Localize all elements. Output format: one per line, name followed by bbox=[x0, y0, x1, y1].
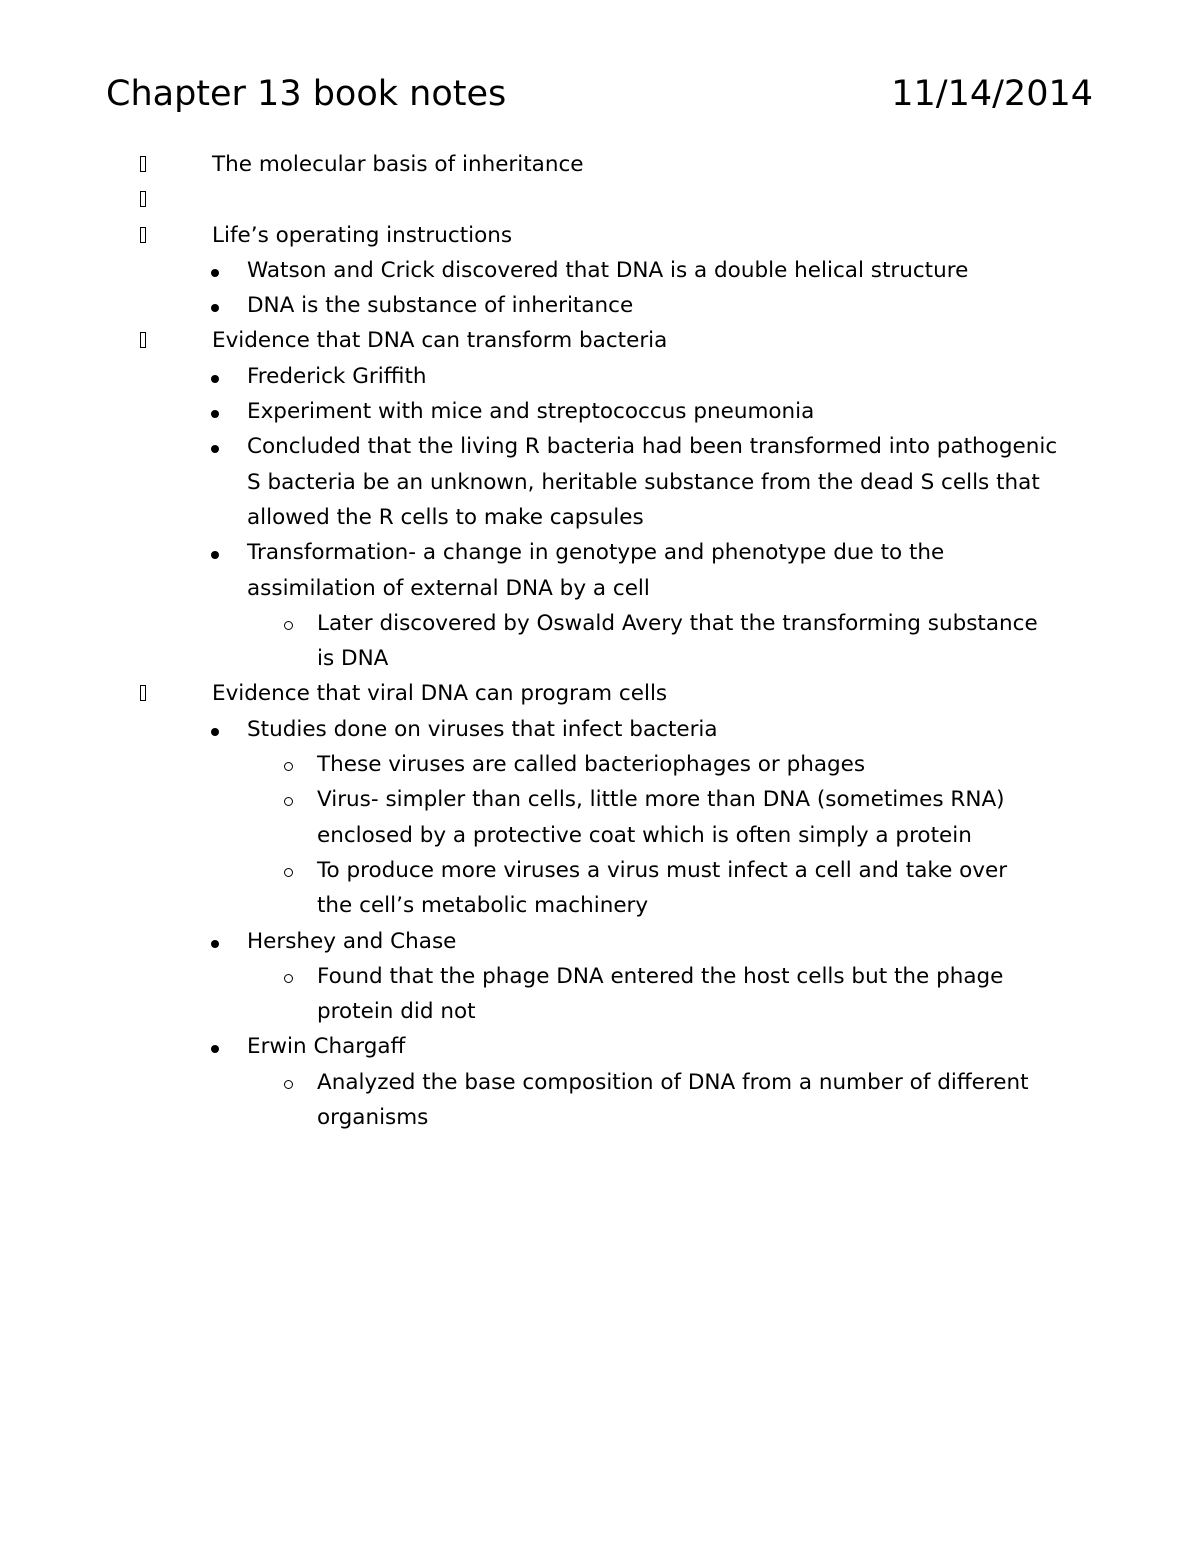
hollow-bullet-icon bbox=[284, 606, 298, 641]
outline-item bbox=[0, 288, 1200, 323]
outline-item bbox=[0, 394, 1200, 429]
notes-outline bbox=[0, 147, 1200, 1135]
outline-item-text: The molecular basis of inheritance bbox=[212, 152, 584, 177]
outline-item bbox=[0, 359, 1200, 394]
outline-item bbox=[0, 712, 1200, 747]
hollow-bullet-icon bbox=[284, 747, 298, 782]
filled-bullet-icon bbox=[211, 535, 223, 570]
hollow-bullet-icon bbox=[284, 1065, 298, 1100]
outline-item-text: DNA is the substance of inheritance bbox=[247, 293, 634, 319]
outline-item-text: Watson and Crick discovered that DNA is a double helical structure bbox=[247, 257, 969, 283]
outline-item bbox=[0, 147, 1200, 182]
outline-item bbox=[0, 782, 1200, 853]
outline-item bbox=[0, 1029, 1200, 1064]
filled-bullet-icon bbox=[211, 253, 223, 288]
filled-bullet-icon bbox=[211, 712, 223, 747]
outline-item-text: Hershey and Chase bbox=[247, 928, 457, 954]
outline-item-text: Found that the phage DNA entered the host cells but the phage protein did not bbox=[317, 963, 1004, 1025]
outline-item bbox=[0, 1065, 1200, 1136]
page-title: Chapter 13 book notes bbox=[106, 74, 507, 114]
filled-bullet-icon bbox=[211, 288, 223, 323]
outline-item-text: To produce more viruses a virus must infect a cell and take over the cell’s metabolic machinery bbox=[317, 857, 1008, 919]
outline-item bbox=[0, 959, 1200, 1030]
hollow-bullet-icon bbox=[284, 959, 298, 994]
outline-item-text: Transformation- a change in genotype and phenotype due to the assimilation of external DNA by a cell bbox=[247, 540, 945, 601]
filled-bullet-icon bbox=[211, 359, 223, 394]
outline-item-text: Analyzed the base composition of DNA from a number of different organisms bbox=[317, 1069, 1029, 1131]
hollow-bullet-icon bbox=[284, 853, 298, 888]
outline-item-text: Experiment with mice and streptococcus pneumonia bbox=[247, 399, 815, 425]
missing-glyph-bullet-icon bbox=[140, 676, 152, 713]
missing-glyph-bullet-icon bbox=[140, 218, 152, 255]
outline-item bbox=[0, 429, 1200, 535]
outline-item bbox=[0, 676, 1200, 711]
outline-item bbox=[0, 182, 1200, 217]
outline-item-text: Later discovered by Oswald Avery that the transforming substance is DNA bbox=[317, 610, 1038, 672]
outline-item-text: Evidence that viral DNA can program cells bbox=[212, 681, 668, 707]
filled-bullet-icon bbox=[211, 1029, 223, 1064]
filled-bullet-icon bbox=[211, 924, 223, 959]
outline-item bbox=[0, 853, 1200, 924]
outline-item-text: Evidence that DNA can transform bacteria bbox=[212, 328, 668, 354]
outline-item-text: Frederick Griffith bbox=[247, 363, 427, 389]
outline-item bbox=[0, 747, 1200, 782]
outline-item bbox=[0, 253, 1200, 288]
outline-item-text: Virus- simpler than cells, little more than DNA (sometimes RNA) enclosed by a protective coat which is often simply a protein bbox=[317, 787, 1005, 848]
missing-glyph-bullet-icon bbox=[140, 147, 152, 184]
outline-item-text: Concluded that the living R bacteria had been transformed into pathogenic S bacteria be an unknown, heritable substance from the dead S cells that allowed the R cells to make capsules bbox=[247, 434, 1058, 530]
filled-bullet-icon bbox=[211, 429, 223, 464]
outline-item bbox=[0, 924, 1200, 959]
missing-glyph-bullet-icon bbox=[140, 182, 152, 219]
outline-item bbox=[0, 535, 1200, 606]
outline-item bbox=[0, 218, 1200, 253]
outline-item-text: Erwin Chargaff bbox=[247, 1034, 406, 1060]
outline-item bbox=[0, 606, 1200, 677]
hollow-bullet-icon bbox=[284, 782, 298, 817]
outline-item bbox=[0, 323, 1200, 358]
outline-item-text: Life’s operating instructions bbox=[212, 222, 513, 248]
missing-glyph-bullet-icon bbox=[140, 323, 152, 360]
outline-item-text: These viruses are called bacteriophages or phages bbox=[317, 752, 866, 778]
outline-item-text: Studies done on viruses that infect bacteria bbox=[247, 716, 718, 742]
filled-bullet-icon bbox=[211, 394, 223, 429]
page-date: 11/14/2014 bbox=[891, 74, 1093, 114]
